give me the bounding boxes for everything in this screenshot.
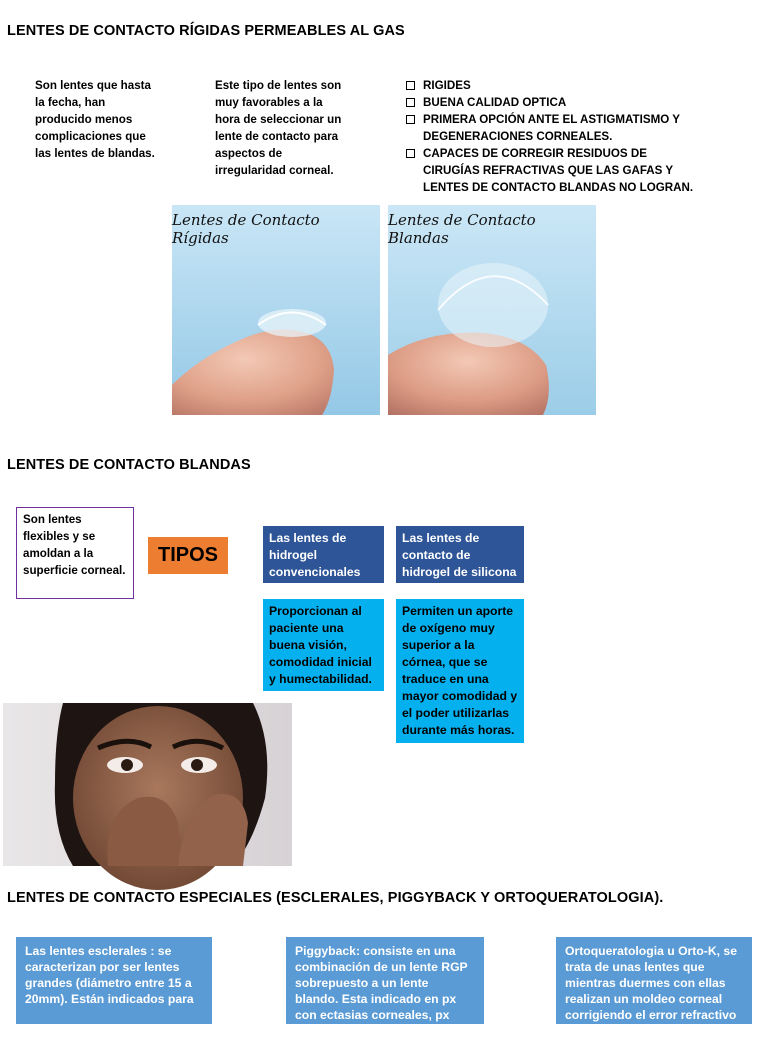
silicone-description-box: Permiten un aporte de oxígeno muy superior a la córnea, que se traduce en una mayor comodidad y el poder utilizarlas durante más horas. bbox=[396, 599, 524, 743]
scleral-lens-box: Las lentes esclerales : se caracterizan por ser lentes grandes (diámetro entre 15 a 20mm). Están indicados para bbox=[16, 937, 212, 1024]
rigid-photo-caption: Lentes de Contacto Rígidas bbox=[172, 211, 320, 247]
soft-lens-photo bbox=[388, 205, 596, 415]
checkbox-bullet-icon bbox=[406, 149, 415, 158]
piggyback-lens-box: Piggyback: consiste en una combinación de un lente RGP sobrepuesto a un lente blando. Esta indicado en px con ectasias corneales, px post bbox=[286, 937, 484, 1024]
hydrogel-description-box: Proporcionan al paciente una buena visión, comodidad inicial y humectabilidad. bbox=[263, 599, 384, 691]
checkbox-bullet-icon bbox=[406, 81, 415, 90]
bullet-item: BUENA CALIDAD OPTICA bbox=[406, 94, 706, 111]
rigid-text-col2: Este tipo de lentes son muy favorables a la hora de seleccionar un lente de contacto para aspectos de irregularidad corneal. bbox=[215, 79, 342, 177]
rigid-lens-photo bbox=[172, 205, 380, 415]
ortho-k-lens-box: Ortoqueratologia u Orto-K, se trata de unas lentes que mientras duermes con ellas realizan un moldeo corneal corrigiendo el error refractivo bbox=[556, 937, 752, 1024]
section-title-rigid: LENTES DE CONTACTO RÍGIDAS PERMEABLES AL GAS bbox=[7, 23, 405, 39]
soft-intro-box bbox=[16, 507, 134, 599]
soft-photo-caption: Lentes de Contacto Blandas bbox=[388, 211, 536, 247]
section-title-soft: LENTES DE CONTACTO BLANDAS bbox=[7, 457, 251, 473]
checkbox-bullet-icon bbox=[406, 98, 415, 107]
woman-inserting-lens-photo bbox=[3, 703, 292, 866]
type-hydrogel-box: Las lentes de hidrogel convencionales bbox=[263, 526, 384, 583]
bullet-item: RIGIDES bbox=[406, 77, 706, 94]
rigid-text-col1: Son lentes que hasta la fecha, han producido menos complicaciones que las lentes de blandas. bbox=[35, 79, 155, 160]
checkbox-bullet-icon bbox=[406, 115, 415, 124]
rigid-feature-list bbox=[406, 77, 706, 196]
bullet-item: CAPACES DE CORREGIR RESIDUOS DE CIRUGÍAS REFRACTIVAS QUE LAS GAFAS Y LENTES DE CONTACTO BLANDAS NO LOGRAN. bbox=[406, 145, 706, 196]
tipos-label: TIPOS bbox=[148, 537, 228, 574]
bullet-item: PRIMERA OPCIÓN ANTE EL ASTIGMATISMO Y DEGENERACIONES CORNEALES. bbox=[406, 111, 706, 145]
soft-intro-text: Son lentes flexibles y se amoldan a la superficie corneal. bbox=[23, 513, 126, 577]
type-silicone-hydrogel-box: Las lentes de contacto de hidrogel de silicona bbox=[396, 526, 524, 583]
section-title-special: LENTES DE CONTACTO ESPECIALES (ESCLERALES, PIGGYBACK Y ORTOQUERATOLOGIA). bbox=[7, 890, 664, 906]
woman-inserting-lens-image bbox=[3, 703, 292, 866]
